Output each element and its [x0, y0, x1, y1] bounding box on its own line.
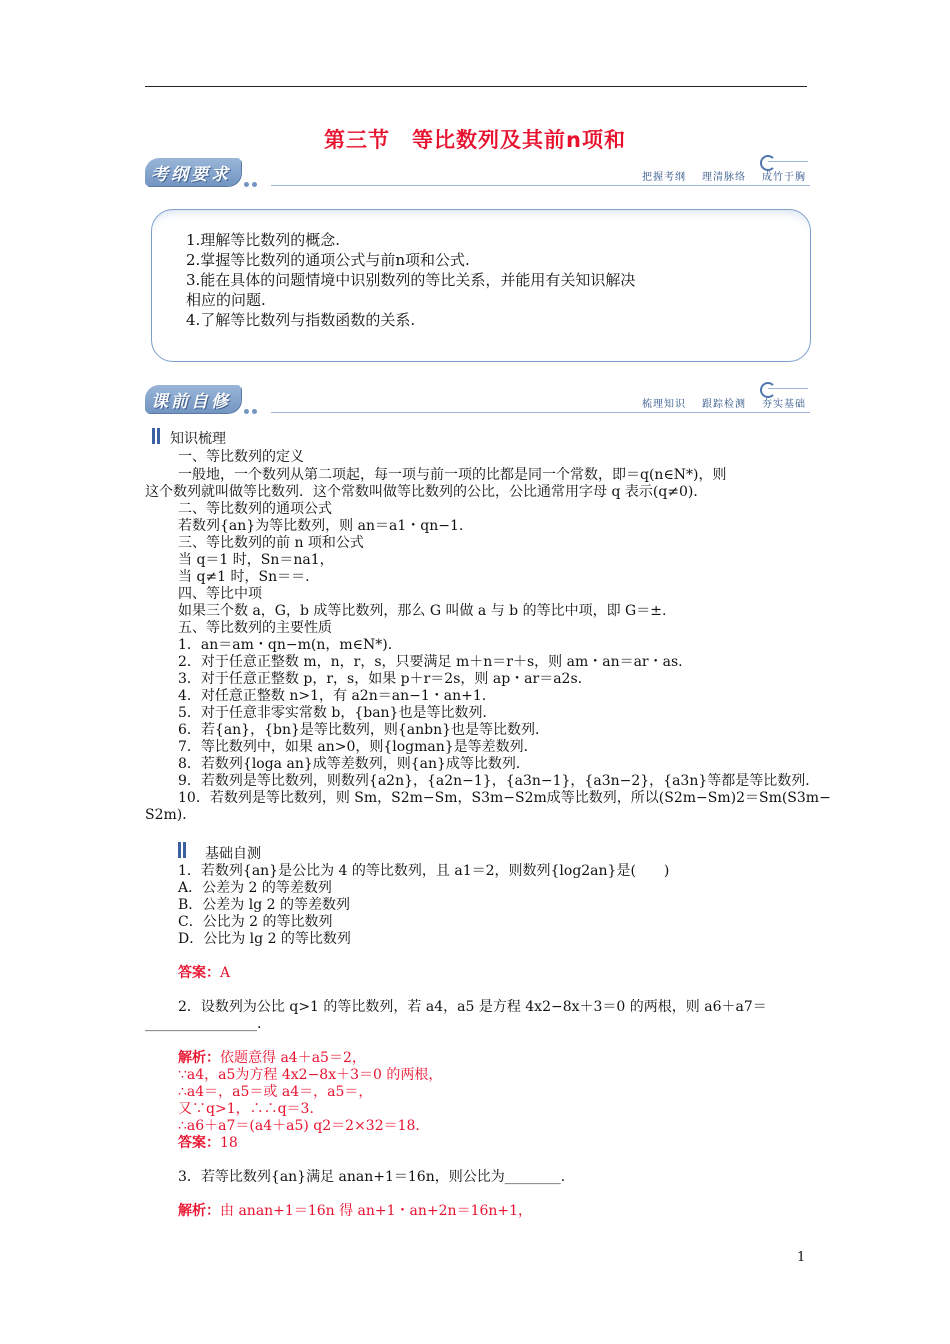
paragraph: 如果三个数 a，G，b 成等比数列，那么 G 叫做 a 与 b 的等比中项，即 G＝±. [178, 603, 667, 619]
subsection-title: 二、等比数列的通项公式 [178, 501, 332, 517]
banner-dots [244, 172, 260, 191]
banner-tag: 课前自修 [145, 385, 241, 413]
paragraph: 当 q＝1 时，Sn＝na1， [178, 552, 334, 568]
subsection-title: 五、等比数列的主要性质 [178, 620, 332, 636]
banner-subtitles: 梳理知识 跟踪检测 夯实基础 [642, 399, 806, 410]
property-item: 4．对任意正整数 n>1，有 a2n＝an−1・an+1. [178, 688, 487, 704]
section-banner-preview [145, 385, 810, 415]
knowledge-heading: 知识梳理 [170, 431, 226, 447]
banner-dots [244, 399, 260, 418]
paragraph: 这个数列就叫做等比数列．这个常数叫做等比数列的公比，公比通常用字母 q 表示(q≠0)． [145, 484, 708, 500]
subsection-title: 一、等比数列的定义 [178, 449, 304, 465]
section-marker-icon [152, 428, 166, 444]
banner-subtitles: 把握考纲 理清脉络 成竹于胸 [642, 172, 806, 183]
banner-tag: 考纲要求 [145, 158, 241, 186]
property-item: 3．对于任意正整数 p，r，s，如果 p＋r＝2s，则 ap・ar＝a2s. [178, 671, 583, 687]
paragraph: 当 q≠1 时，Sn＝＝. [178, 569, 310, 585]
property-item: 1．an＝am・qn−m(n，m∈N*)． [178, 637, 402, 653]
header-rule [145, 86, 807, 87]
subsection-title: 四、等比中项 [178, 586, 262, 602]
requirement-item: 1.理解等比数列的概念. [186, 231, 341, 249]
property-item: 7．等比数列中，如果 an>0，则{logman}是等差数列． [178, 739, 538, 755]
property-item: 6．若{an}，{bn}是等比数列，则{anbn}也是等比数列． [178, 722, 550, 738]
option-c: C．公比为 2 的等比数列 [178, 914, 333, 930]
requirement-item: 4.了解等比数列与指数函数的关系. [186, 311, 416, 329]
paragraph: 若数列{an}为等比数列，则 an＝a1・qn−1. [178, 518, 464, 534]
option-b: B．公差为 lg 2 的等差数列 [178, 897, 350, 913]
answer-blank: ________________. [145, 1016, 262, 1032]
property-item: 2．对于任意正整数 m，n，r，s，只要满足 m＋n＝r＋s，则 am・an＝ar・as. [178, 654, 683, 670]
property-item: 10．若数列是等比数列，则 Sm，S2m−Sm，S3m−S2m成等比数列，所以(S2m−Sm)2＝Sm(S3m− [178, 790, 831, 806]
solution-line: 又∵q>1，∴∴q＝3. [178, 1101, 314, 1117]
requirement-item: 2.掌握等比数列的通项公式与前n项和公式. [186, 251, 470, 269]
section-banner-syllabus [145, 158, 810, 188]
property-item: 5．对于任意非零实常数 b，{ban}也是等比数列． [178, 705, 497, 721]
selftest-heading: 基础自测 [205, 846, 261, 862]
property-item: 9．若数列是等比数列，则数列{a2n}，{a2n−1}，{a3n−1}，{a3n−2}，{a3n}等都是等比数列． [178, 773, 820, 789]
solution-2: 解析：依题意得 a4＋a5＝2， [178, 1050, 366, 1066]
page-title: 第三节 等比数列及其前n项和 [324, 128, 626, 152]
question-3: 3．若等比数列{an}满足 anan+1＝16n，则公比为________. [178, 1169, 566, 1185]
option-a: A．公差为 2 的等差数列 [178, 880, 332, 896]
option-d: D．公比为 lg 2 的等比数列 [178, 931, 351, 947]
question-2: 2．设数列为公比 q>1 的等比数列，若 a4，a5 是方程 4x2−8x＋3＝0 的两根，则 a6＋a7＝ [178, 999, 767, 1015]
page-number: 1 [797, 1250, 806, 1265]
paragraph: 一般地，一个数列从第二项起，每一项与前一项的比都是同一个常数，即＝q(n∈N*)，则 [178, 467, 727, 483]
solution-line: ∴a4＝，a5＝或 a4＝，a5＝， [178, 1084, 373, 1100]
solution-line: ∵a4，a5为方程 4x2−8x＋3＝0 的两根， [178, 1067, 443, 1083]
solution-line: ∴a6＋a7＝(a4＋a5) q2＝2×32＝18. [178, 1118, 420, 1134]
answer-2: 答案：18 [178, 1135, 238, 1151]
answer-1: 答案：A [178, 965, 231, 981]
property-item: S2m)． [145, 807, 197, 823]
requirement-item: 相应的问题. [186, 291, 266, 309]
solution-3: 解析：由 anan+1＝16n 得 an+1・an+2n＝16n+1， [178, 1203, 533, 1219]
section-marker-icon [178, 842, 192, 858]
property-item: 8．若数列{loga an}成等差数列，则{an}成等比数列． [178, 756, 530, 772]
question-1: 1．若数列{an}是公比为 4 的等比数列，且 a1＝2，则数列{log2an}是( ) [178, 863, 670, 879]
requirement-item: 3.能在具体的问题情境中识别数列的等比关系，并能用有关知识解决 [186, 271, 636, 289]
subsection-title: 三、等比数列的前 n 项和公式 [178, 535, 364, 551]
